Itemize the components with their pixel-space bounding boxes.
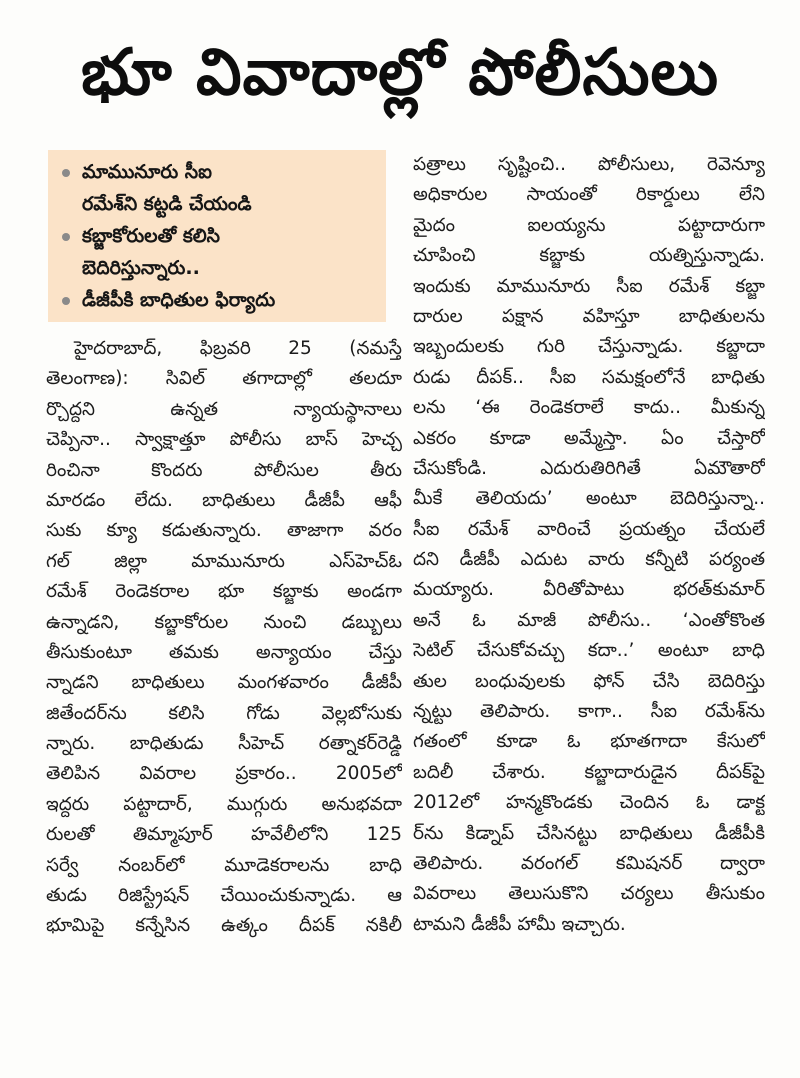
text-line: తెలిపారు. వరంగల్ కమిషనర్ ద్వారా [413, 852, 765, 874]
text-line: మైదం ఐలయ్యను పట్టాదారుగా [413, 214, 765, 236]
text-line: పత్రాలు సృష్టించి.. పోలీసులు, రెవెన్యూ [413, 154, 765, 175]
text-line: ఇందుకు మామునూరు సీఐ రమేశ్ కబ్జా [413, 275, 765, 297]
text-line: ఇబ్బందులకు గురి చేస్తున్నాడు. కబ్జాదా [413, 336, 765, 358]
text-line: రమేశ్ రెండెకరాల భూ కబ్జాకు అండగా [46, 581, 402, 603]
highlights-box [48, 150, 386, 322]
highlight-text: డీజీపీకి బాధితుల ఫిర్యాదు [82, 289, 276, 311]
text-line: ఉన్నాడని, కబ్జాకోరుల నుంచి డబ్బులు [46, 611, 402, 633]
bullet-icon [62, 297, 70, 305]
text-line: టామని డీజీపీ హామీ ఇచ్చారు. [413, 913, 626, 935]
text-line: సుకు క్యూ కడుతున్నారు. తాజాగా వరం [46, 520, 402, 542]
text-line: అనే ఓ మాజీ పోలీసు.. ‘ఎంతోకొంత [413, 609, 765, 631]
text-line: చేసుకోండి. ఎదురుతిరిగితే ఏమౌతారో [413, 457, 765, 479]
text-line: 2012లో హన్మకొండకు చెందిన ఓ డాక్ట [413, 792, 765, 814]
text-line: గతంలో కూడా ఓ భూతగాదా కేసులో [413, 731, 765, 753]
left-body-text [46, 334, 402, 942]
right-body-text [413, 150, 765, 940]
text-line: న్నాడని బాధితులు మంగళవారం డీజీపీ [46, 672, 402, 694]
text-line: రించినా కొందరు పోలీసుల తీరు [46, 459, 402, 481]
text-line: సీఐ రమేశ్ వారించే ప్రయత్నం చేయలే [413, 518, 765, 540]
text-line: తెలిపిన వివరాల ప్రకారం.. 2005లో [46, 763, 402, 785]
text-line: తీసుకుంటూ తమకు అన్యాయం చేస్తు [46, 641, 402, 663]
text-line: మీకే తెలియదు’ అంటూ బెదిరిస్తున్నా.. [413, 488, 765, 510]
text-line: వివరాలు తెలుసుకొని చర్యలు తీసుకుం [413, 883, 765, 905]
text-line: ర్‌ను కిడ్నాప్ చేసినట్టు బాధితులు డీజీపీకి [413, 822, 765, 844]
text-line: సర్వే నంబర్‌లో మూడెకరాలను బాధి [46, 854, 402, 876]
text-line: లను ‘ఈ రెండెకరాలే కాదు.. మీకున్న [413, 397, 765, 419]
text-line: సెటిల్ చేసుకోవచ్చు కదా..’ అంటూ బాధి [413, 640, 765, 662]
text-line: భూమిపై కన్నేసిన ఉత్కం దీపక్ నకిలీ [46, 915, 402, 937]
text-line: రుడు దీపక్.. సీఐ సమక్షంలోనే బాధితు [413, 366, 765, 388]
highlight-text: కబ్జాకోరులతో కలిసి బెదిరిస్తున్నారు.. [82, 225, 221, 279]
text-line: తుల బంధువులకు ఫోన్ చేసి బెదిరిస్తు [413, 670, 765, 692]
text-line: ఇద్దరు పట్టాదార్, ముగ్గురు అనుభవదా [46, 793, 402, 815]
text-line: ఎకరం కూడా అమ్మేస్తా. ఏం చేస్తారో [413, 427, 765, 449]
text-line: దని డీజీపీ ఎదుట వారు కన్నీటి పర్యంత [413, 549, 765, 571]
text-line: తుడు రిజిస్ట్రేషన్ చేయించుకున్నాడు. ఆ [46, 885, 402, 907]
highlight-item [62, 284, 378, 316]
text-line: మారడం లేదు. బాధితులు డీజీపీ ఆఫీ [46, 489, 402, 511]
text-line: హైదరాబాద్, ఫిబ్రవరి 25 (నమస్తే [74, 338, 402, 359]
text-line: చూపించి కబ్జాకు యత్నిస్తున్నాడు. [413, 245, 765, 267]
text-line: మయ్యారు. వీరితోపాటు భరత్‌కుమార్ [413, 579, 765, 601]
text-line: జితేందర్‌ను కలిసి గోడు వెల్లబోసుకు [46, 702, 402, 724]
highlight-item [62, 156, 378, 220]
text-line: తెలంగాణ): సివిల్ తగాదాల్లో తలదూ [46, 368, 402, 390]
right-column [413, 150, 765, 940]
text-line: ర్చొద్దని ఉన్నత న్యాయస్థానాలు [46, 398, 402, 420]
text-line: రులతో తిమ్మాపూర్ హవేలీలోని 125 [46, 824, 402, 846]
text-line: దారుల పక్షాన వహిస్తూ బాధితులను [413, 305, 765, 327]
headline: భూ వివాదాల్లో పోలీసులు [81, 35, 719, 110]
text-line: న్నట్టు తెలిపారు. కాగా.. సీఐ రమేశ్‌ను [413, 701, 765, 723]
bullet-icon [62, 169, 70, 177]
bullet-icon [62, 233, 70, 241]
text-line: బదిలీ చేశారు. కబ్జాదారుడైన దీపక్‌పై [413, 761, 765, 783]
text-line: న్నారు. బాధితుడు సీహెచ్ రత్నాకర్‌రెడ్డి [46, 733, 402, 755]
highlight-text: మామునూరు సీఐ రమేశ్‌ని కట్టడి చేయండి [82, 161, 252, 215]
text-line: గల్ జిల్లా మామునూరు ఎస్‌హెచ్‌ఓ [46, 550, 402, 572]
left-column [46, 150, 402, 942]
text-line: చెప్పినా.. స్వాక్షాత్తూ పోలీసు బాస్ హెచ్చ [46, 429, 402, 451]
text-line: అధికారుల సాయంతో రికార్డులు లేని [413, 184, 765, 206]
highlight-item [62, 220, 378, 284]
